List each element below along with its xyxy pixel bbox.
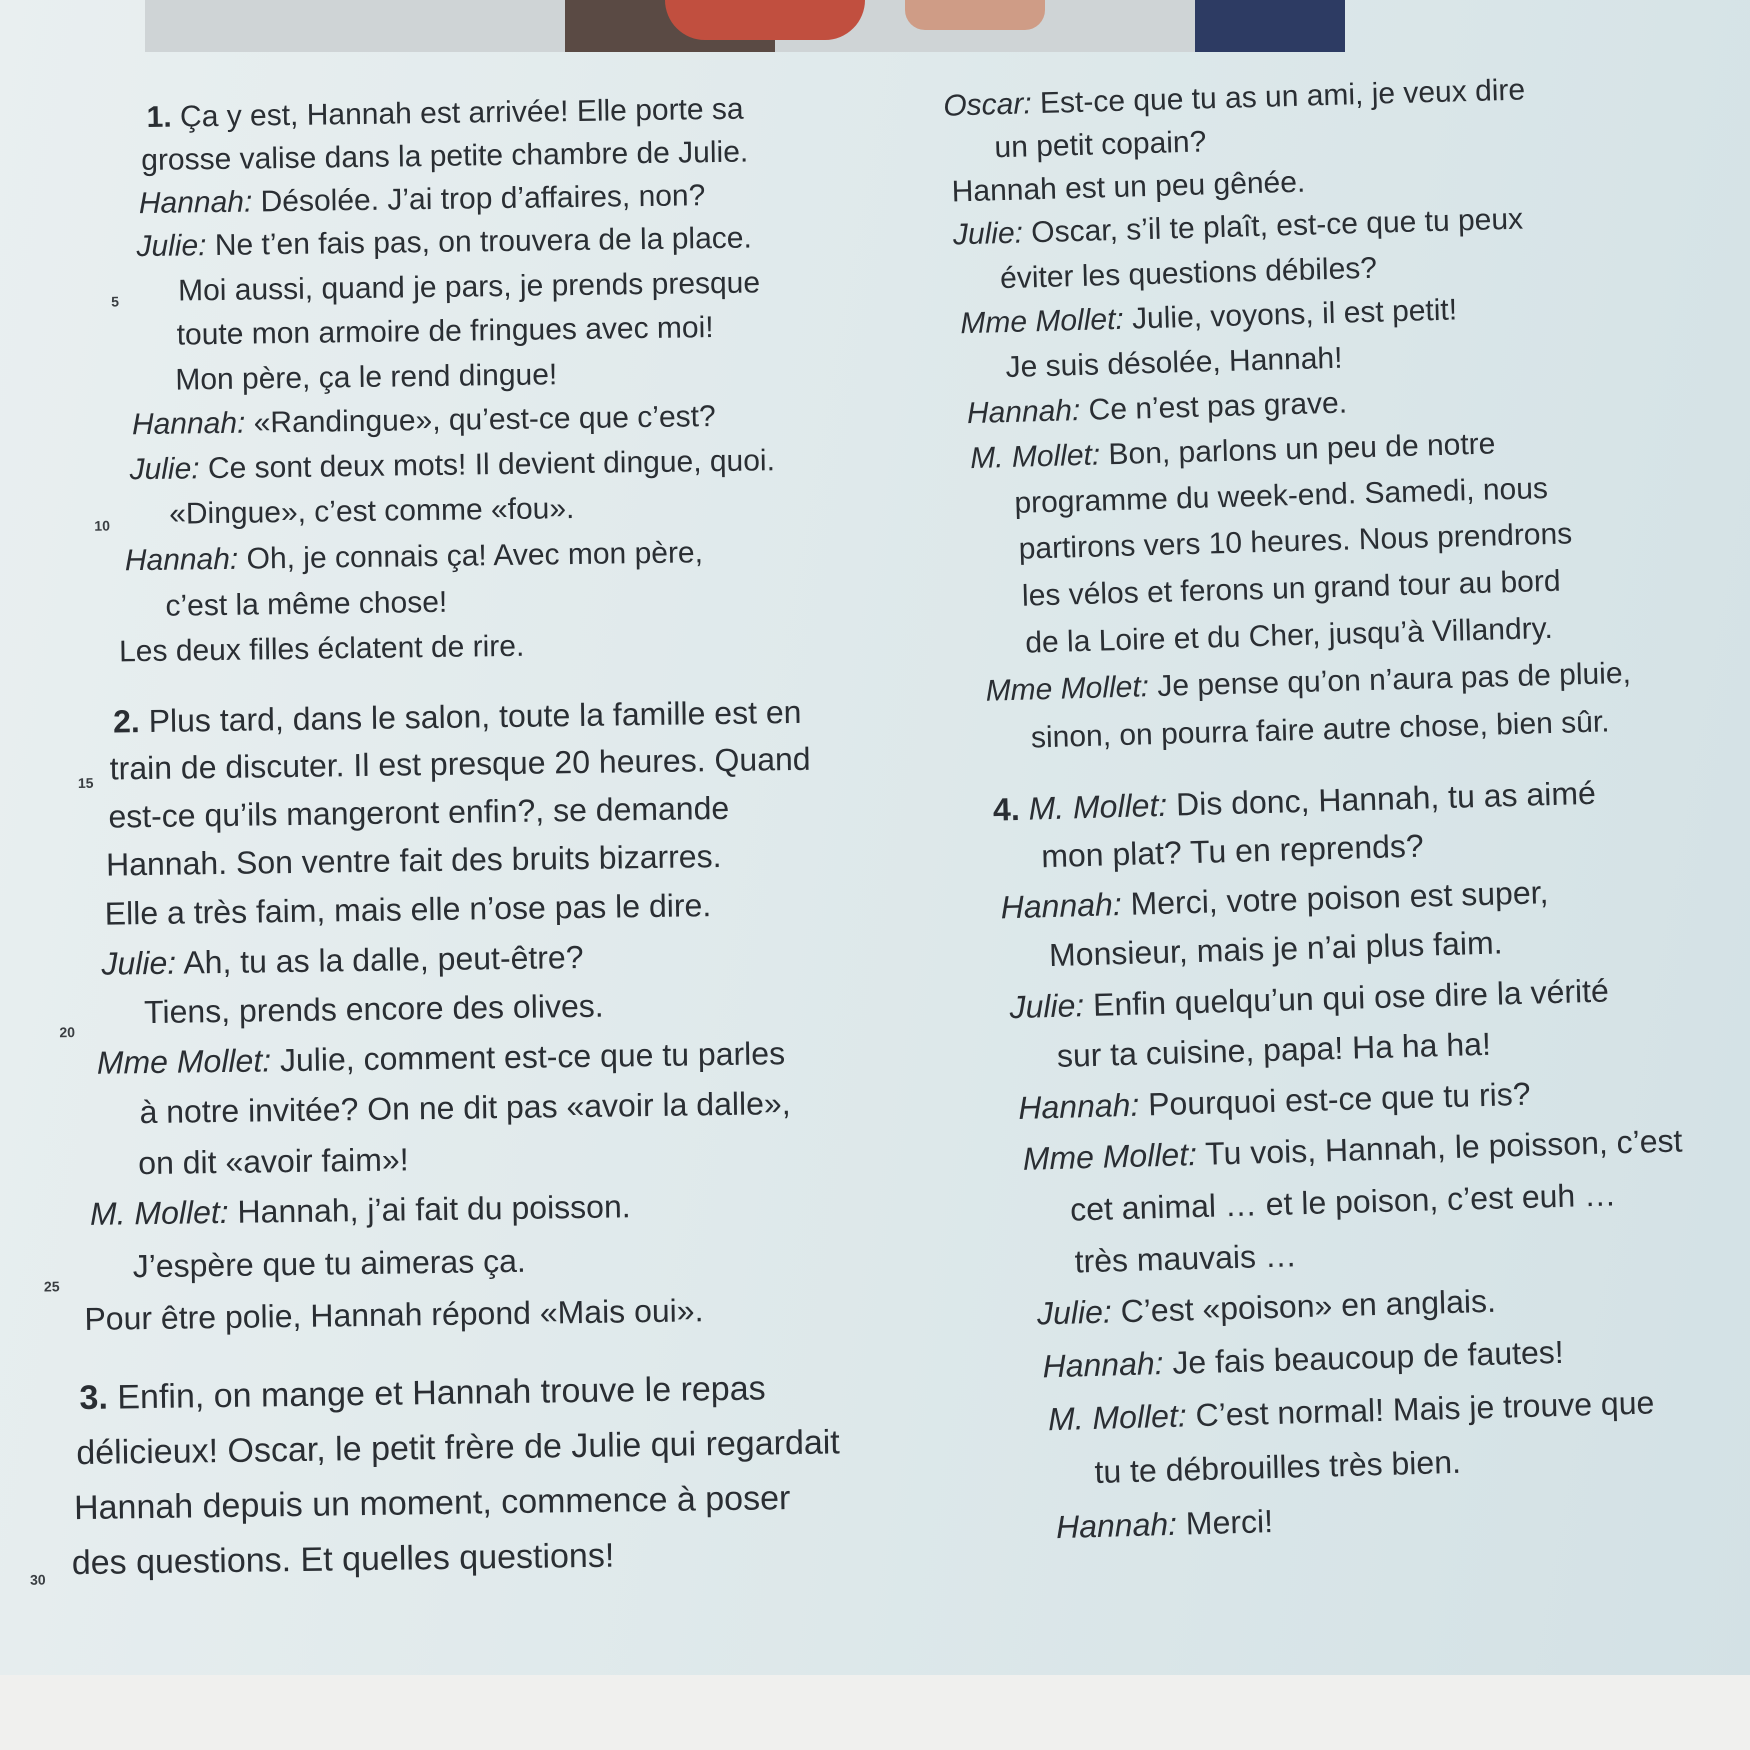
- text-line: Pour être polie, Hannah répond «Mais oui».: [84, 1292, 704, 1337]
- text-line: tu te débrouilles très bien.: [1094, 1443, 1462, 1491]
- line-number: 5: [111, 293, 120, 310]
- text-line: Julie: Ah, tu as la dalle, peut-être?: [101, 938, 584, 982]
- text-line: cet animal … et le poison, c’est euh …: [1069, 1176, 1617, 1228]
- text-line: Hannah: Je fais beaucoup de fautes!: [1042, 1333, 1565, 1385]
- text-line: Julie: Enfin quelqu’un qui ose dire la vérité: [1009, 972, 1610, 1026]
- text-line: M. Mollet: Hannah, j’ai fait du poisson.: [89, 1188, 631, 1232]
- text-line: les vélos et ferons un grand tour au bord: [1021, 564, 1561, 613]
- text-line: 2. Plus tard, dans le salon, toute la famille est en: [112, 693, 802, 740]
- text-line: toute mon armoire de fringues avec moi!: [176, 311, 714, 352]
- text-line: éviter les questions débiles?: [999, 251, 1378, 296]
- text-line: Julie: C’est «poison» en anglais.: [1036, 1282, 1497, 1332]
- line-number: 10: [94, 517, 111, 534]
- text-line: est-ce qu’ils mangeront enfin?, se demande: [108, 789, 730, 835]
- text-line: sur ta cuisine, papa! Ha ha ha!: [1056, 1025, 1492, 1074]
- page-margin: [0, 1675, 1750, 1750]
- text-line: Mon père, ça le rend dingue!: [175, 358, 558, 397]
- text-line: Mme Mollet: Julie, voyons, il est petit!: [959, 293, 1458, 341]
- text-line: M. Mollet: C’est normal! Mais je trouve que: [1047, 1384, 1655, 1438]
- text-line: 3. Enfin, on mange et Hannah trouve le repas: [79, 1369, 766, 1418]
- text-line: sinon, on pourra faire autre chose, bien sûr.: [1030, 705, 1610, 755]
- text-line: Elle a très faim, mais elle n’ose pas le dire.: [104, 887, 712, 932]
- text-line: Hannah: «Randingue», qu’est-ce que c’est?: [131, 400, 716, 442]
- text-line: programme du week-end. Samedi, nous: [1013, 471, 1549, 520]
- text-line: Tiens, prends encore des olives.: [143, 987, 604, 1031]
- text-line: grosse valise dans la petite chambre de Julie.: [141, 135, 749, 178]
- text-line: mon plat? Tu en reprends?: [1040, 827, 1425, 875]
- text-line: Julie: Oscar, s’il te plaît, est-ce que tu peux: [952, 202, 1524, 252]
- text-line: des questions. Et quelles questions!: [71, 1536, 615, 1583]
- line-number: 25: [43, 1278, 60, 1295]
- text-line: Oscar: Est-ce que tu as un ami, je veux dire: [942, 73, 1526, 123]
- text-line: Hannah: Merci, votre poison est super,: [1000, 874, 1549, 926]
- text-line: Hannah: Désolée. J’ai trop d’affaires, non?: [138, 179, 706, 221]
- text-line: on dit «avoir faim»!: [138, 1141, 409, 1182]
- text-line: très mauvais …: [1074, 1237, 1298, 1280]
- text-line: Moi aussi, quand je pars, je prends presque: [177, 266, 761, 308]
- text-line: Hannah depuis un moment, commence à poser: [73, 1479, 791, 1528]
- text-line: M. Mollet: Bon, parlons un peu de notre: [969, 427, 1496, 476]
- text-line: à notre invitée? On ne dit pas «avoir la dalle»,: [139, 1085, 791, 1131]
- text-line: Mme Mollet: Tu vois, Hannah, le poisson, c’est: [1022, 1122, 1683, 1177]
- line-number: 20: [59, 1024, 76, 1041]
- text-line: c’est la même chose!: [165, 585, 448, 623]
- text-line: un petit copain?: [994, 125, 1207, 165]
- text-line: 4. M. Mollet: Dis donc, Hannah, tu as aimé: [992, 774, 1597, 828]
- text-line: partirons vers 10 heures. Nous prendrons: [1018, 517, 1573, 566]
- text-line: Les deux filles éclatent de rire.: [118, 629, 525, 669]
- text-line: Hannah: Oh, je connais ça! Avec mon père,: [124, 536, 704, 578]
- text-line: Hannah: Merci!: [1055, 1503, 1274, 1546]
- text-line: Hannah: Ce n’est pas grave.: [966, 386, 1348, 431]
- text-line: J’espère que tu aimeras ça.: [132, 1242, 526, 1285]
- text-line: Julie: Ce sont deux mots! Il devient dingue, quoi.: [129, 444, 776, 487]
- text-line: «Dingue», c’est comme «fou».: [168, 492, 575, 531]
- text-line: train de discuter. Il est presque 20 heures. Quand: [109, 740, 811, 787]
- text-line: Hannah: Pourquoi est-ce que tu ris?: [1017, 1075, 1531, 1126]
- text-line: 1. Ça y est, Hannah est arrivée! Elle porte sa: [146, 92, 744, 134]
- text-line: Julie: Ne t’en fais pas, on trouvera de la place.: [136, 221, 753, 264]
- line-number: 15: [77, 774, 94, 791]
- text-line: Hannah. Son ventre fait des bruits bizarres.: [105, 838, 722, 883]
- text-line: Mme Mollet: Julie, comment est-ce que tu parles: [96, 1035, 786, 1081]
- text-line: Monsieur, mais je n’ai plus faim.: [1048, 924, 1503, 974]
- text-line: de la Loire et du Cher, jusqu’à Villandry.: [1024, 611, 1554, 660]
- text-line: délicieux! Oscar, le petit frère de Julie qui regardait: [76, 1423, 841, 1473]
- text-line: Je suis désolée, Hannah!: [1005, 341, 1343, 385]
- text-line: Hannah est un peu gênée.: [951, 165, 1306, 209]
- text-line: Mme Mollet: Je pense qu’on n’aura pas de pluie,: [985, 656, 1632, 708]
- line-number: 30: [29, 1571, 46, 1588]
